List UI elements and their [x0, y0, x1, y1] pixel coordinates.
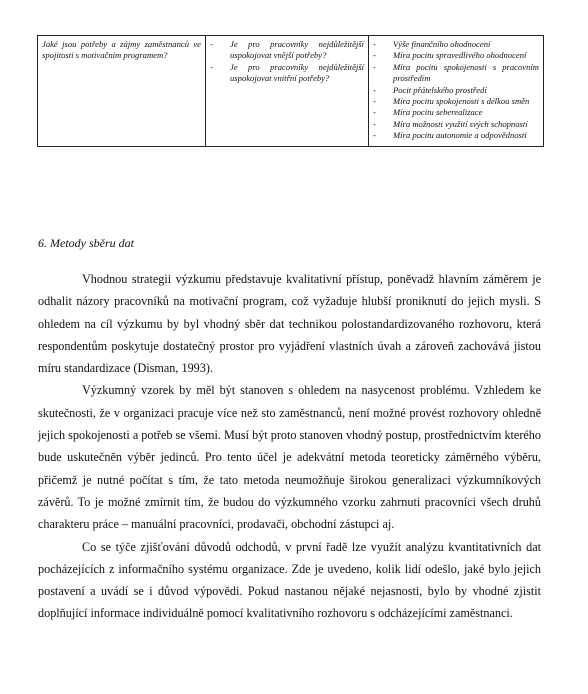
section-heading: 6. Metody sběru dat — [38, 236, 134, 250]
research-question: Jaké jsou potřeby a zájmy zaměstnanců ve spojitosti s motivačním programem? — [42, 39, 201, 61]
research-question-cell — [38, 36, 206, 147]
indicator-item: - Míra pocitu spokojenosti s délkou směn — [373, 96, 539, 107]
subquestions-cell — [206, 36, 369, 147]
subquestions-list — [210, 39, 364, 85]
indicator-item: - Míra pocitu seberealizace — [373, 107, 539, 118]
body-paragraph: Co se týče zjišťování důvodů odchodů, v první řadě lze využít analýzu kvantitativních dat pocházejících z informačního systému organizace. Zde je uvedeno, kolik lidí odešlo, jaké bylo jejich postavení a uvádí se i důvod výpovědi. Pokud nastanou nějaké nejasnosti, bylo by vhodné zjistit doplňující informace individuálně pomocí kvalitativního rozhovoru s odcházejícími zaměstnanci. — [38, 539, 541, 621]
indicator-item: - Míra pocitu spravedlivého ohodnocení — [373, 50, 539, 61]
body-paragraph: Výzkumný vzorek by měl být stanoven s ohledem na nasycenost problému. Vzhledem ke skutečnosti, že v organizaci pracuje více než sto zaměstnanců, není možné provést rozhovory ohledně jejich spokojenosti a potřeb se všemi. Musí být proto stanoven vhodný postup, prostřednictvím kterého bude uskutečněn výběr jedinců. Pro tento účel je adekvátní metoda teoreticky záměrného výběru, přičemž je nutné počítat s tím, že tato metoda neumožňuje širokou generalizaci výzkumníkových závěrů. To je možné zmírnit tím, že budou do výzkumného vzorku zahrnuti pracovníci všech druhů charakteru práce – manuální pracovníci, prodavači, obchodní zástupci aj. — [38, 383, 541, 532]
indicators-list — [373, 39, 539, 142]
indicator-item: - Míra pocitu autonomie a odpovědnosti — [373, 130, 539, 141]
indicator-item: - Míra pocitu spokojenosti s pracovním prostředím — [373, 62, 539, 85]
body-paragraph: Vhodnou strategii výzkumu představuje kvalitativní přístup, poněvadž hlavním záměrem je odhalit názory pracovníků na motivační program, což vyžaduje hlubší proniknutí do jejich mysli. S ohledem na cíl výzkumu by byl vhodný sběr dat technikou polostandardizovaného rozhovoru, která respondentům poskytuje dostatečný prostor pro vyjádření vlastních úvah a zároveň zachovává jistou míru standardizace (Disman, 1993). — [38, 272, 541, 376]
subquestion-item: - Je pro pracovníky nejdůležitější uspokojovat vnější potřeby? — [210, 39, 364, 62]
subquestion-item: - Je pro pracovníky nejdůležitější uspokojovat vnitřní potřeby? — [210, 62, 364, 85]
indicator-item: - Pocit přátelského prostředí — [373, 85, 539, 96]
indicator-item: - Míra možnosti využití svých schopností — [373, 119, 539, 130]
table-row — [38, 36, 544, 147]
indicator-item: - Výše finančního ohodnocení — [373, 39, 539, 50]
indicators-cell — [369, 36, 544, 147]
research-questions-table — [37, 35, 544, 147]
section-body — [38, 268, 541, 625]
